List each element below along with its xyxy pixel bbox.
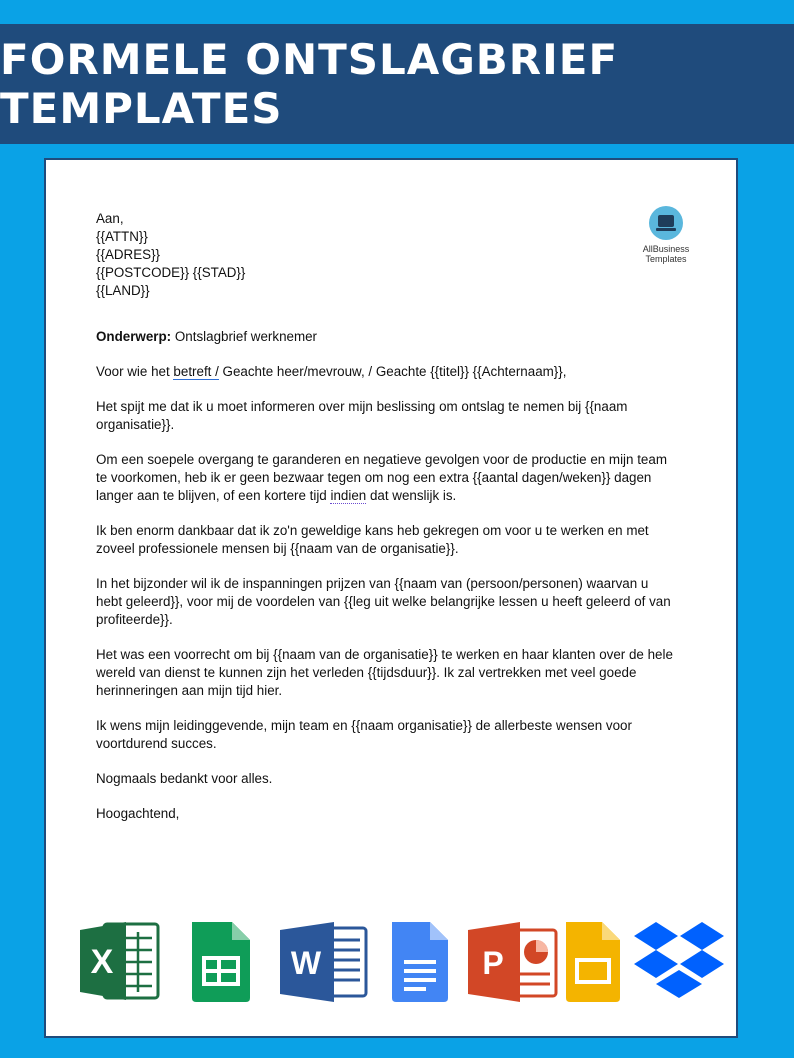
document-page bbox=[44, 158, 738, 1038]
google-sheets-icon bbox=[186, 918, 256, 1004]
logo-line1: AllBusiness bbox=[642, 244, 690, 254]
excel-icon bbox=[76, 918, 162, 1004]
svg-text:P: P bbox=[482, 945, 504, 981]
google-docs-icon bbox=[386, 918, 452, 1004]
subject-line bbox=[96, 328, 676, 346]
address-line: {{LAND}} bbox=[96, 283, 150, 298]
paragraph-2-underlined: indien bbox=[330, 488, 367, 503]
greeting-pre: Voor wie het bbox=[96, 364, 174, 379]
paragraph-2-pre: Om een soepele overgang te garanderen en negatieve gevolgen voor de productie en mijn team te voorkomen, heb ik er geen bezwaar tegen om nog een extra {{aantal dagen/weken}} dagen langer aan te blijven, of een kortere tijd bbox=[96, 452, 667, 503]
paragraph-6: Ik wens mijn leidinggevende, mijn team en {{naam organisatie}} de allerbeste wensen voor voortdurend succes. bbox=[96, 718, 632, 751]
subject-text: Ontslagbrief werknemer bbox=[171, 329, 318, 344]
greeting-underlined: betreft / bbox=[173, 364, 219, 379]
address-line: Aan, bbox=[96, 211, 124, 226]
paragraph-7: Nogmaals bedankt voor alles. bbox=[96, 771, 273, 786]
app-icon-row bbox=[76, 918, 726, 1008]
subject-label: Onderwerp: bbox=[96, 329, 172, 344]
paragraph-5: Het was een voorrecht om bij {{naam van de organisatie}} te werken en haar klanten over de hele wereld van dienst te kunnen zijn het verleden {{tijdsduur}}. Ik zal vertrekken met veel goede herinneringen aan mijn tijd hier. bbox=[96, 647, 673, 698]
dropbox-icon bbox=[632, 918, 726, 1008]
address-block bbox=[96, 210, 676, 300]
word-icon bbox=[276, 918, 370, 1004]
paragraph-3: Ik ben enorm dankbaar dat ik zo'n geweldige kans heb gekregen om voor u te werken en met zoveel professionele mensen bij {{naam van de organisatie}}. bbox=[96, 523, 649, 556]
address-line: {{POSTCODE}} {{STAD}} bbox=[96, 265, 246, 280]
greeting-post: Geachte heer/mevrouw, / Geachte {{titel}} {{Achternaam}}, bbox=[218, 364, 567, 379]
svg-text:W: W bbox=[290, 945, 322, 981]
paragraph-4: In het bijzonder wil ik de inspanningen prijzen van {{naam van (persoon/personen) waarvan u hebt geleerd}}, voor mij de voordelen van {{leg uit welke belangrijke lessen u heeft geleerd of van profiteerde}}. bbox=[96, 576, 671, 627]
paragraph-1: Het spijt me dat ik u moet informeren over mijn beslissing om ontslag te nemen bij {{naam organisatie}}. bbox=[96, 399, 628, 432]
paragraph-2 bbox=[96, 451, 676, 505]
address-line: {{ADRES}} bbox=[96, 247, 161, 262]
powerpoint-icon bbox=[462, 918, 562, 1004]
closing: Hoogachtend, bbox=[96, 806, 180, 821]
svg-text:X: X bbox=[90, 943, 114, 981]
address-line: {{ATTN}} bbox=[96, 229, 148, 244]
letter-body bbox=[96, 210, 676, 840]
google-slides-icon bbox=[560, 918, 624, 1004]
page-title: FORMELE ONTSLAGBRIEF TEMPLATES bbox=[0, 35, 619, 133]
title-banner bbox=[0, 24, 794, 144]
greeting bbox=[96, 363, 676, 381]
logo-line2: Templates bbox=[645, 254, 687, 264]
paragraph-2-post: dat wenslijk is. bbox=[366, 488, 457, 503]
